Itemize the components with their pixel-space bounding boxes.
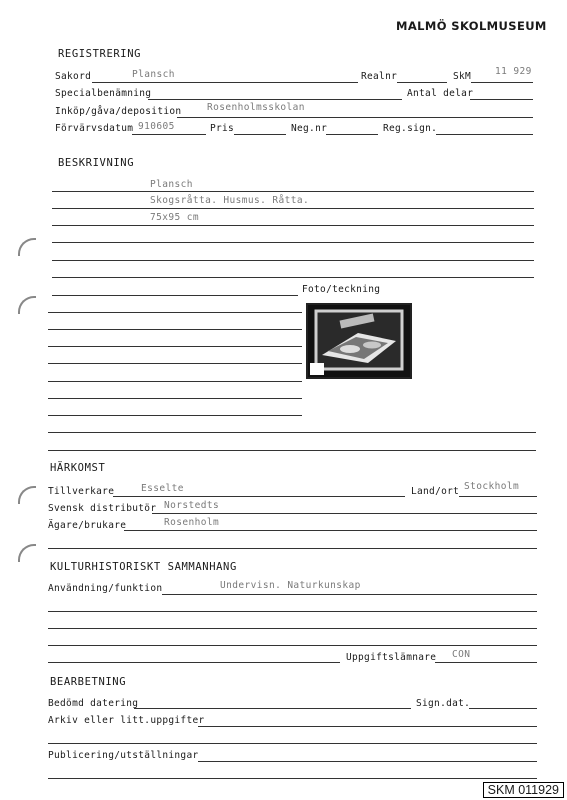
signdat-label: Sign.dat. xyxy=(416,698,471,709)
pris-label: Pris xyxy=(210,123,235,134)
registrering-heading: REGISTRERING xyxy=(58,48,142,60)
publicering-label: Publicering/utställningar xyxy=(48,750,199,761)
punch-hole-2 xyxy=(18,296,36,314)
beskrivning-line-2: Skogsråtta. Husmus. Råtta. xyxy=(150,195,310,206)
agare-value: Rosenholm xyxy=(164,517,220,528)
beskrivning-heading: BESKRIVNING xyxy=(58,157,135,169)
datering-label: Bedömd datering xyxy=(48,698,139,709)
distributor-value: Norstedts xyxy=(164,500,220,511)
land-ort-value: Stockholm xyxy=(464,481,520,492)
museum-title: MALMÖ SKOLMUSEUM xyxy=(396,19,547,33)
beskrivning-line-3: 75x95 cm xyxy=(150,212,199,223)
skm-label: SkM xyxy=(453,71,472,82)
punch-hole-1 xyxy=(18,238,36,256)
antal-delar-label: Antal delar xyxy=(407,88,474,99)
inkop-label: Inköp/gåva/deposition xyxy=(55,106,182,117)
kultur-heading: KULTURHISTORISKT SAMMANHANG xyxy=(50,561,237,573)
harkomst-heading: HÄRKOMST xyxy=(50,462,106,474)
forvarvsdatum-label: Förvärvsdatum xyxy=(55,123,134,134)
arkiv-label: Arkiv eller litt.uppgifter xyxy=(48,715,205,726)
agare-label: Ägare/brukare xyxy=(48,520,127,531)
tillverkare-value: Esselte xyxy=(141,483,184,494)
regsign-label: Reg.sign. xyxy=(383,123,438,134)
uppgiftslamnare-value: CON xyxy=(452,649,471,660)
punch-hole-4 xyxy=(18,544,36,562)
skm-value: 11 929 xyxy=(495,66,532,77)
beskrivning-line-1: Plansch xyxy=(150,179,193,190)
negnr-label: Neg.nr xyxy=(291,123,328,134)
foto-teckning-label: Foto/teckning xyxy=(302,284,381,295)
distributor-label: Svensk distributör xyxy=(48,503,157,514)
sakord-value: Plansch xyxy=(132,69,175,80)
photo-image xyxy=(308,305,410,377)
uppgiftslamnare-label: Uppgiftslämnare xyxy=(346,652,437,663)
bearbetning-heading: BEARBETNING xyxy=(50,676,127,688)
tillverkare-label: Tillverkare xyxy=(48,486,115,497)
sakord-label: Sakord xyxy=(55,71,92,82)
inkop-value: Rosenholmsskolan xyxy=(207,102,305,113)
punch-hole-3 xyxy=(18,486,36,504)
anvandning-label: Användning/funktion xyxy=(48,583,163,594)
forvarvsdatum-value: 910605 xyxy=(138,121,175,132)
object-photo xyxy=(306,303,412,379)
catalog-id-stamp: SKM 011929 xyxy=(483,782,564,798)
specialbenamning-label: Specialbenämning xyxy=(55,88,152,99)
realnr-label: Realnr xyxy=(361,71,398,82)
anvandning-value: Undervisn. Naturkunskap xyxy=(220,580,361,591)
land-ort-label: Land/ort xyxy=(411,486,460,497)
